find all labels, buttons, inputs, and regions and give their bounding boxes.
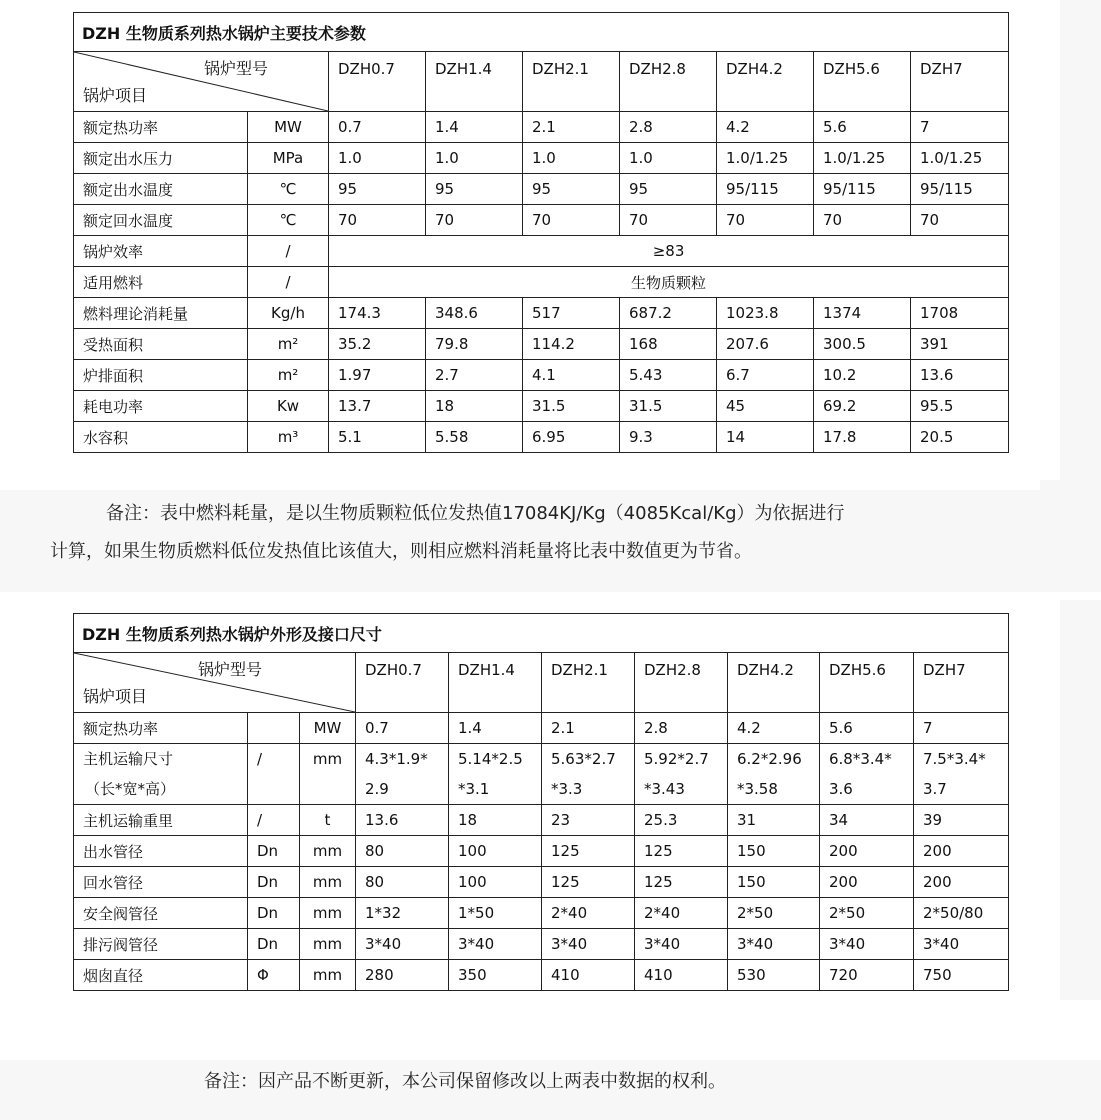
value-cell: 200 xyxy=(820,836,914,867)
row-unit: m³ xyxy=(248,422,329,453)
value-cell: 4.1 xyxy=(523,360,620,391)
value-cell: 95 xyxy=(620,174,717,205)
value-cell: 70 xyxy=(911,205,1009,236)
row-symbol: Dn xyxy=(248,929,300,960)
value-cell: 100 xyxy=(449,867,542,898)
merged-value: 生物质颗粒 xyxy=(329,267,1009,298)
value-cell: 391 xyxy=(911,329,1009,360)
model-header: DZH2.8 xyxy=(635,653,728,713)
value-cell: 5.43 xyxy=(620,360,717,391)
value-cell: 5.6 xyxy=(820,713,914,744)
value-line: 7.5*3.4* xyxy=(923,750,986,768)
model-header: DZH1.4 xyxy=(449,653,542,713)
row-label: 安全阀管径 xyxy=(74,898,248,929)
value-cell: 3*40 xyxy=(542,929,635,960)
header-diagonal-cell xyxy=(74,653,356,713)
value-cell: 2*40 xyxy=(635,898,728,929)
value-cell: 410 xyxy=(542,960,635,991)
model-header: DZH4.2 xyxy=(717,52,814,112)
table-title: DZH 生物质系列热水锅炉主要技术参数 xyxy=(74,13,1009,52)
table-row xyxy=(74,805,1009,836)
note-line-1: 备注：表中燃料耗量，是以生物质颗粒低位发热值17084KJ/Kg（4085Kcal/Kg）为依据进行 xyxy=(106,503,845,524)
value-cell: 70 xyxy=(329,205,426,236)
table-row xyxy=(74,867,1009,898)
note-data-rights: 备注：因产品不断更新，本公司保留修改以上两表中数据的权利。 xyxy=(204,1071,726,1092)
model-header: DZH0.7 xyxy=(329,52,426,112)
row-label: 耗电功率 xyxy=(74,391,248,422)
value-cell: 100 xyxy=(449,836,542,867)
row-label xyxy=(74,744,248,805)
row-unit: mm xyxy=(300,929,356,960)
row-symbol: Dn xyxy=(248,867,300,898)
merged-value: ≥83 xyxy=(329,236,1009,267)
table-row xyxy=(74,744,1009,805)
row-unit: mm xyxy=(300,960,356,991)
model-header: DZH7 xyxy=(911,52,1009,112)
value-cell: 6.95 xyxy=(523,422,620,453)
value-line: *3.1 xyxy=(458,780,490,798)
value-cell: 150 xyxy=(728,867,820,898)
row-unit: MW xyxy=(300,713,356,744)
value-cell: 1023.8 xyxy=(717,298,814,329)
value-cell: 2.8 xyxy=(635,713,728,744)
row-unit: / xyxy=(248,236,329,267)
row-label: 适用燃料 xyxy=(74,267,248,298)
value-cell: 125 xyxy=(635,867,728,898)
row-unit: MW xyxy=(248,112,329,143)
value-cell: 1*50 xyxy=(449,898,542,929)
table-row xyxy=(74,422,1009,453)
value-cell: 45 xyxy=(717,391,814,422)
value-cell: 17.8 xyxy=(814,422,911,453)
value-cell: 80 xyxy=(356,867,449,898)
value-cell: 31 xyxy=(728,805,820,836)
value-cell: 14 xyxy=(717,422,814,453)
value-cell: 5.58 xyxy=(426,422,523,453)
value-cell: 0.7 xyxy=(329,112,426,143)
value-cell: 2.7 xyxy=(426,360,523,391)
value-cell: 10.2 xyxy=(814,360,911,391)
value-line: *3.43 xyxy=(644,780,685,798)
model-header: DZH7 xyxy=(914,653,1009,713)
value-cell: 3*40 xyxy=(356,929,449,960)
value-cell: 39 xyxy=(914,805,1009,836)
value-cell: 530 xyxy=(728,960,820,991)
value-cell: 95 xyxy=(523,174,620,205)
value-cell: 79.8 xyxy=(426,329,523,360)
value-cell: 174.3 xyxy=(329,298,426,329)
value-cell: 70 xyxy=(523,205,620,236)
row-unit: mm xyxy=(300,836,356,867)
value-cell: 517 xyxy=(523,298,620,329)
row-unit: Kg/h xyxy=(248,298,329,329)
value-cell: 200 xyxy=(914,836,1009,867)
table-row xyxy=(74,836,1009,867)
value-cell: 69.2 xyxy=(814,391,911,422)
value-cell: 31.5 xyxy=(620,391,717,422)
table-row xyxy=(74,205,1009,236)
value-cell: 1.0/1.25 xyxy=(814,143,911,174)
value-cell: 35.2 xyxy=(329,329,426,360)
value-cell: 720 xyxy=(820,960,914,991)
value-cell: 280 xyxy=(356,960,449,991)
value-cell: 125 xyxy=(542,867,635,898)
header-item-label: 锅炉项目 xyxy=(83,687,148,706)
value-cell xyxy=(542,744,635,805)
row-label: 烟囱直径 xyxy=(74,960,248,991)
value-cell: 1.0 xyxy=(523,143,620,174)
table-row xyxy=(74,713,1009,744)
row-label: 回水管径 xyxy=(74,867,248,898)
value-cell: 1.97 xyxy=(329,360,426,391)
row-unit: m² xyxy=(248,360,329,391)
value-cell: 1.0 xyxy=(329,143,426,174)
row-label-line: 主机运输尺寸 xyxy=(83,750,174,768)
row-label: 额定热功率 xyxy=(74,713,248,744)
model-header: DZH1.4 xyxy=(426,52,523,112)
row-symbol: Dn xyxy=(248,836,300,867)
table-row xyxy=(74,174,1009,205)
value-cell: 114.2 xyxy=(523,329,620,360)
value-line: 3.7 xyxy=(923,780,947,798)
row-symbol: / xyxy=(248,805,300,836)
value-cell: 13.6 xyxy=(356,805,449,836)
row-label: 水容积 xyxy=(74,422,248,453)
table-row xyxy=(74,143,1009,174)
row-unit: MPa xyxy=(248,143,329,174)
row-symbol: Dn xyxy=(248,898,300,929)
value-line: 3.6 xyxy=(829,780,853,798)
table-row xyxy=(74,929,1009,960)
value-cell: 80 xyxy=(356,836,449,867)
value-line: *3.3 xyxy=(551,780,583,798)
value-cell: 750 xyxy=(914,960,1009,991)
row-unit: mm xyxy=(300,744,356,805)
table-row xyxy=(74,898,1009,929)
row-label: 额定出水温度 xyxy=(74,174,248,205)
value-cell: 350 xyxy=(449,960,542,991)
note-fuel-consumption xyxy=(50,495,1050,571)
value-cell: 1.0 xyxy=(620,143,717,174)
row-symbol: / xyxy=(248,744,300,805)
value-cell: 2*50 xyxy=(728,898,820,929)
row-label: 排污阀管径 xyxy=(74,929,248,960)
value-line: 5.63*2.7 xyxy=(551,750,616,768)
value-cell: 1*32 xyxy=(356,898,449,929)
table-row xyxy=(74,267,1009,298)
value-cell xyxy=(635,744,728,805)
value-cell: 207.6 xyxy=(717,329,814,360)
value-cell: 34 xyxy=(820,805,914,836)
value-cell: 6.7 xyxy=(717,360,814,391)
row-label: 受热面积 xyxy=(74,329,248,360)
value-cell: 4.2 xyxy=(717,112,814,143)
row-label: 主机运输重里 xyxy=(74,805,248,836)
value-cell: 410 xyxy=(635,960,728,991)
main-tech-params-table xyxy=(73,12,1009,453)
row-unit: m² xyxy=(248,329,329,360)
value-cell xyxy=(728,744,820,805)
value-cell: 7 xyxy=(914,713,1009,744)
value-cell xyxy=(820,744,914,805)
dimensions-interfaces-table xyxy=(73,613,1009,991)
value-cell: 70 xyxy=(717,205,814,236)
value-cell: 2.1 xyxy=(523,112,620,143)
value-cell: 25.3 xyxy=(635,805,728,836)
row-symbol xyxy=(248,713,300,744)
table-row xyxy=(74,360,1009,391)
table-row xyxy=(74,329,1009,360)
value-cell: 70 xyxy=(814,205,911,236)
model-header: DZH2.1 xyxy=(542,653,635,713)
value-cell: 3*40 xyxy=(635,929,728,960)
value-cell: 1.4 xyxy=(449,713,542,744)
value-cell: 1.4 xyxy=(426,112,523,143)
value-cell: 0.7 xyxy=(356,713,449,744)
header-diagonal-cell xyxy=(74,52,329,112)
row-label: 额定出水压力 xyxy=(74,143,248,174)
value-cell: 9.3 xyxy=(620,422,717,453)
row-unit: mm xyxy=(300,898,356,929)
row-label: 锅炉效率 xyxy=(74,236,248,267)
value-cell: 13.7 xyxy=(329,391,426,422)
value-cell: 2*50 xyxy=(820,898,914,929)
table-title: DZH 生物质系列热水锅炉外形及接口尺寸 xyxy=(74,614,1009,653)
value-cell: 1.0 xyxy=(426,143,523,174)
value-cell: 1374 xyxy=(814,298,911,329)
value-cell: 18 xyxy=(426,391,523,422)
value-line: *3.58 xyxy=(737,780,778,798)
value-line: 5.14*2.5 xyxy=(458,750,523,768)
table-row xyxy=(74,391,1009,422)
value-line: 4.3*1.9* xyxy=(365,750,428,768)
value-cell: 20.5 xyxy=(911,422,1009,453)
value-cell: 125 xyxy=(635,836,728,867)
row-unit: Kw xyxy=(248,391,329,422)
model-header: DZH0.7 xyxy=(356,653,449,713)
value-cell: 200 xyxy=(914,867,1009,898)
value-cell: 300.5 xyxy=(814,329,911,360)
value-cell: 3*40 xyxy=(914,929,1009,960)
value-cell: 95/115 xyxy=(717,174,814,205)
model-header: DZH4.2 xyxy=(728,653,820,713)
header-model-label: 锅炉型号 xyxy=(197,660,262,679)
value-cell xyxy=(356,744,449,805)
model-header: DZH2.1 xyxy=(523,52,620,112)
model-header: DZH2.8 xyxy=(620,52,717,112)
row-symbol: Φ xyxy=(248,960,300,991)
row-unit: mm xyxy=(300,867,356,898)
value-cell: 7 xyxy=(911,112,1009,143)
value-cell: 5.6 xyxy=(814,112,911,143)
row-label: 额定回水温度 xyxy=(74,205,248,236)
value-cell: 687.2 xyxy=(620,298,717,329)
header-model-label: 锅炉型号 xyxy=(203,59,268,78)
header-item-label: 锅炉项目 xyxy=(83,86,148,105)
row-label-line: （长*宽*高） xyxy=(85,780,176,798)
value-cell xyxy=(449,744,542,805)
value-cell xyxy=(914,744,1009,805)
row-label: 燃料理论消耗量 xyxy=(74,298,248,329)
row-unit: ℃ xyxy=(248,174,329,205)
value-cell: 348.6 xyxy=(426,298,523,329)
value-cell: 125 xyxy=(542,836,635,867)
value-cell: 2.1 xyxy=(542,713,635,744)
value-cell: 95.5 xyxy=(911,391,1009,422)
value-cell: 2*40 xyxy=(542,898,635,929)
note-line-2: 计算，如果生物质燃料低位发热值比该值大，则相应燃料消耗量将比表中数值更为节省。 xyxy=(50,541,752,562)
row-unit: ℃ xyxy=(248,205,329,236)
value-cell: 1708 xyxy=(911,298,1009,329)
value-cell: 1.0/1.25 xyxy=(717,143,814,174)
value-cell: 2*50/80 xyxy=(914,898,1009,929)
table-row xyxy=(74,112,1009,143)
value-cell: 3*40 xyxy=(728,929,820,960)
value-cell: 95 xyxy=(426,174,523,205)
row-unit: / xyxy=(248,267,329,298)
value-cell: 150 xyxy=(728,836,820,867)
value-cell: 23 xyxy=(542,805,635,836)
value-line: 5.92*2.7 xyxy=(644,750,709,768)
row-label: 出水管径 xyxy=(74,836,248,867)
model-header: DZH5.6 xyxy=(814,52,911,112)
table-row xyxy=(74,298,1009,329)
table-row xyxy=(74,236,1009,267)
value-cell: 31.5 xyxy=(523,391,620,422)
value-cell: 70 xyxy=(620,205,717,236)
value-cell: 95/115 xyxy=(814,174,911,205)
value-cell: 3*40 xyxy=(820,929,914,960)
value-cell: 2.8 xyxy=(620,112,717,143)
value-cell: 13.6 xyxy=(911,360,1009,391)
model-header: DZH5.6 xyxy=(820,653,914,713)
value-cell: 70 xyxy=(426,205,523,236)
row-label: 额定热功率 xyxy=(74,112,248,143)
value-cell: 1.0/1.25 xyxy=(911,143,1009,174)
value-cell: 4.2 xyxy=(728,713,820,744)
value-line: 6.2*2.96 xyxy=(737,750,802,768)
value-cell: 168 xyxy=(620,329,717,360)
value-cell: 200 xyxy=(820,867,914,898)
value-cell: 95/115 xyxy=(911,174,1009,205)
value-line: 6.8*3.4* xyxy=(829,750,892,768)
value-cell: 95 xyxy=(329,174,426,205)
value-cell: 3*40 xyxy=(449,929,542,960)
value-line: 2.9 xyxy=(365,780,389,798)
row-label: 炉排面积 xyxy=(74,360,248,391)
table-row xyxy=(74,960,1009,991)
row-unit: t xyxy=(300,805,356,836)
value-cell: 5.1 xyxy=(329,422,426,453)
value-cell: 18 xyxy=(449,805,542,836)
